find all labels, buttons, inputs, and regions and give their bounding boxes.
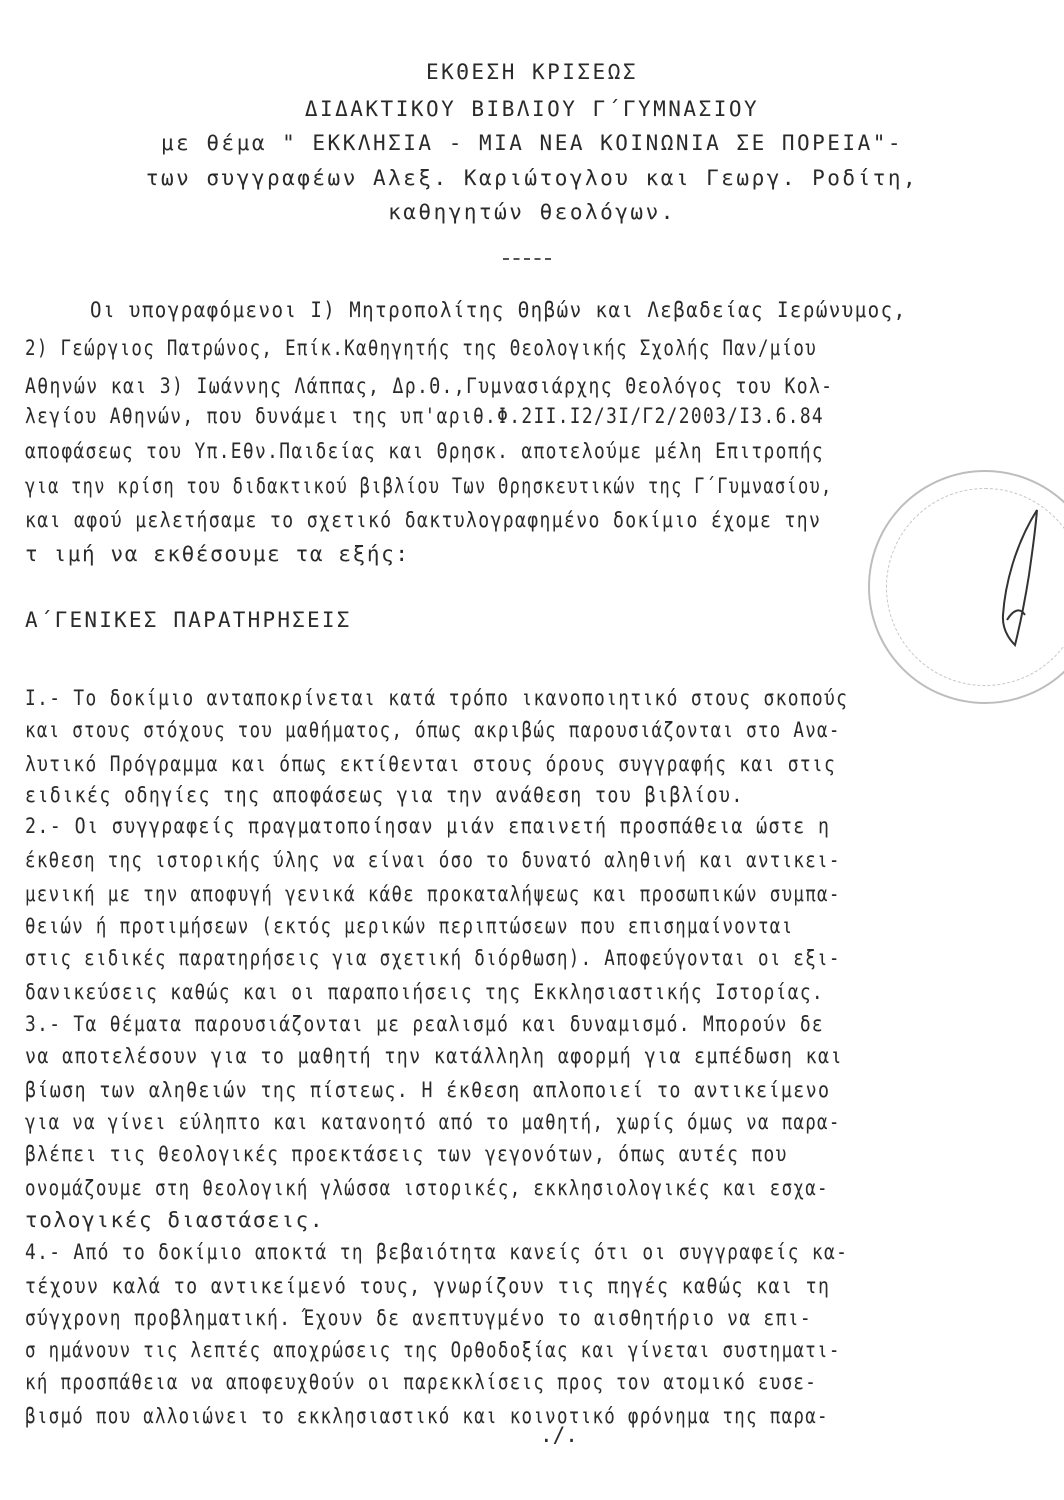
paragraph-line: 4.- Από το δοκίμιο αποκτά τη βεβαιότητα κανείς ότι οι συγγραφείς κα-: [25, 1240, 849, 1264]
intro-line: Αθηνών και 3) Ιωάννης Λάππας, Δρ.Θ.,Γυμνασιάρχης Θεολόγος του Κολ-: [25, 374, 834, 398]
signature-mark: [985, 505, 1045, 655]
paragraph-line: βισμό που αλλοιώνει το εκκλησιαστικό και κοινοτικό φρόνημα της παρα-: [25, 1404, 829, 1428]
document-subtitle: ΔΙΔΑΚΤΙΚΟΥ ΒΙΒΛΙΟΥ Γ΄ΓΥΜΝΑΣΙΟΥ: [304, 97, 760, 121]
paragraph-line: Ι.- Το δοκίμιο ανταποκρίνεται κατά τρόπο ικανοποιητικό στους σκοπούς: [25, 686, 849, 710]
page-continuation-marker: ./.: [540, 1423, 578, 1447]
intro-line: για την κρίση του διδακτικού βιβλίου Των Θρησκευτικών της Γ΄Γυμνασίου,: [25, 474, 833, 498]
paragraph-line: ονομάζουμε στη θεολογική γλώσσα ιστορικές, εκκλησιολογικές και εσχα-: [25, 1176, 829, 1200]
paragraph-line: σ ημάνουν τις λεπτές αποχρώσεις της Ορθοδοξίας και γίνεται συστηματι-: [25, 1338, 841, 1362]
paragraph-line: να αποτελέσουν για το μαθητή την κατάλληλη αφορμή για εμπέδωση και: [25, 1044, 843, 1068]
paragraph-line: και στους στόχους του μαθήματος, όπως ακριβώς παρουσιάζονται στο Ανα-: [25, 718, 841, 742]
title-separator: [503, 258, 551, 260]
intro-line: λεγίου Αθηνών, που δυνάμει της υπ'αριθ.Φ.2ΙΙ.Ι2/3Ι/Γ2/2003/Ι3.6.84: [25, 404, 825, 428]
paragraph-line: τολογικές διαστάσεις.: [25, 1208, 325, 1232]
paragraph-line: στις ειδικές παρατηρήσεις για σχετική διόρθωση). Αποφεύγονται οι εξι-: [25, 946, 841, 970]
paragraph-line: 2.- Οι συγγραφείς πραγματοποίησαν μιάν επαινετή προσπάθεια ώστε η: [25, 814, 831, 838]
document-title: ΕΚΘΕΣΗ ΚΡΙΣΕΩΣ: [425, 60, 638, 84]
paragraph-line: έκθεση της ιστορικής ύλης να είναι όσο το δυνατό αληθινή και αντικει-: [25, 848, 841, 872]
paragraph-line: θειών ή προτιμήσεων (εκτός μερικών περιπτώσεων που επισημαίνονται: [25, 914, 794, 938]
section-heading: Α΄ΓΕΝΙΚΕΣ ΠΑΡΑΤΗΡΗΣΕΙΣ: [25, 608, 352, 632]
paragraph-line: λυτικό Πρόγραμμα και όπως εκτίθενται στους όρους συγγραφής και στις: [25, 752, 837, 776]
document-authors: των συγγραφέων Αλεξ. Καριώτογλου και Γεωργ. Ροδίτη,: [145, 166, 919, 190]
document-authors-role: καθηγητών θεολόγων.: [388, 200, 676, 224]
paragraph-line: βλέπει τις θεολογικές προεκτάσεις των γεγονότων, όπως αυτές που: [25, 1142, 788, 1166]
intro-line: και αφού μελετήσαμε το σχετικό δακτυλογραφημένο δοκίμιο έχομε την: [25, 508, 822, 532]
paragraph-line: ειδικές οδηγίες της αποφάσεως για την ανάθεση του βιβλίου.: [25, 783, 744, 807]
paragraph-line: μενική με την αποφυγή γενικά κάθε προκαταλήψεως και προσωπικών συμπα-: [25, 882, 841, 906]
intro-line: 2) Γεώργιος Πατρώνος, Επίκ.Καθηγητής της Θεολογικής Σχολής Παν/μίου: [25, 336, 818, 360]
paragraph-line: δανικεύσεις καθώς και οι παραποιήσεις της Εκκλησιαστικής Ιστορίας.: [25, 980, 825, 1004]
paragraph-line: για να γίνει εύληπτο και κατανοητό από το μαθητή, χωρίς όμως να παρα-: [25, 1110, 841, 1134]
intro-line: Οι υπογραφόμενοι Ι) Μητροπολίτης Θηβών και Λεβαδείας Ιερώνυμος,: [90, 298, 907, 322]
intro-line: τ ιμή να εκθέσουμε τα εξής:: [25, 542, 410, 566]
paragraph-line: βίωση των αληθειών της πίστεως. Η έκθεση απλοποιεί το αντικείμενο: [25, 1078, 831, 1102]
paragraph-line: κή προσπάθεια να αποφευχθούν οι παρεκκλίσεις προς τον ατομικό ευσε-: [25, 1370, 818, 1394]
intro-line: αποφάσεως του Υπ.Εθν.Παιδείας και Θρησκ. αποτελούμε μέλη Επιτροπής: [25, 439, 825, 463]
document-topic: με θέμα " ΕΚΚΛΗΣΙΑ - ΜΙΑ ΝΕΑ ΚΟΙΝΩΝΙΑ ΣΕ ΠΟΡΕΙΑ"-: [160, 131, 903, 155]
paragraph-line: τέχουν καλά το αντικείμενό τους, γνωρίζουν τις πηγές καθώς και τη: [25, 1274, 831, 1298]
paragraph-line: σύγχρονη προβληματική. Έχουν δε ανεπτυγμένο το αισθητήριο να επι-: [25, 1306, 812, 1330]
paragraph-line: 3.- Τα θέματα παρουσιάζονται με ρεαλισμό και δυναμισμό. Μπορούν δε: [25, 1012, 825, 1036]
